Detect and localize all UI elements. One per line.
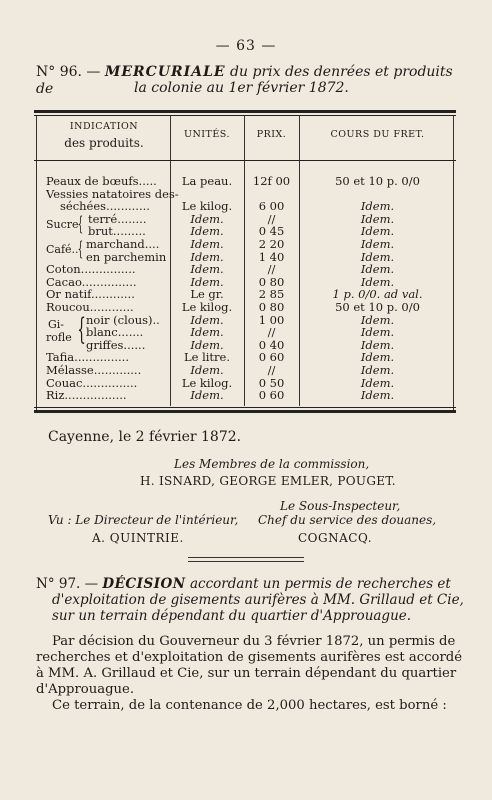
table-row: griffes...... Idem. 0 40 Idem. xyxy=(86,337,395,352)
group-label-rofle: rofle xyxy=(46,331,72,344)
table-row: brut......... Idem. 0 45 Idem. xyxy=(88,224,395,239)
header-unites: UNITÉS. xyxy=(183,129,231,140)
brace-icon: { xyxy=(77,236,84,260)
decision-97-line2: d'exploitation de gisements aurifères à MM. Grillaud et Cie, xyxy=(52,592,464,608)
table-row: Or natif............ Le gr. 2 85 1 p. 0/0. ad val. xyxy=(46,287,423,302)
vu-directeur: Vu : Le Directeur de l'intérieur, xyxy=(48,513,239,527)
table-row: blanc....... Idem. // Idem. xyxy=(86,325,395,340)
members-label: Les Membres de la commission, xyxy=(174,457,370,471)
table-row: Couac............... Le kilog. 0 50 Idem. xyxy=(46,375,395,390)
body-line-1: Par décision du Gouverneur du 3 février 1872, un permis de xyxy=(52,634,456,649)
table-row: séchées............ Le kilog. 6 00 Idem. xyxy=(60,199,395,214)
decision-97-line1: accordant un permis de recherches et xyxy=(189,576,451,592)
table-row: terré........ Idem. // Idem. xyxy=(88,211,395,226)
brace-icon: { xyxy=(77,211,84,235)
table-row: Roucou............ Le kilog. 0 80 50 et 10 p. 0/0 xyxy=(46,300,420,314)
table-row: Peaux de bœufs..... La peau. 12f 00 50 et 10 p. 0/0 xyxy=(46,174,420,188)
mercuriale-table xyxy=(34,110,456,415)
decision-97-heading xyxy=(36,576,451,592)
table-row: marchand.... Idem. 2 20 Idem. xyxy=(86,237,395,251)
decision-96-title: MERCURIALE xyxy=(104,64,226,80)
table-row: Cacao............... Idem. 0 80 Idem. xyxy=(46,274,395,289)
table-row: Riz................. Idem. 0 60 Idem. xyxy=(46,388,395,403)
decision-97-line3: sur un terrain dépendant du quartier d'Approuague. xyxy=(52,608,412,624)
decision-96-subtitle: la colonie au 1er février 1872. xyxy=(134,80,349,96)
table-row: en parchemin Idem. 1 40 Idem. xyxy=(86,249,395,264)
body-line-2: recherches et d'exploitation de gisements aurifères est accordé xyxy=(36,650,463,665)
separator xyxy=(188,557,304,562)
members-names: H. ISNARD, GEORGE EMLER, POUGET. xyxy=(140,474,396,488)
header-prix: PRIX. xyxy=(256,129,287,140)
decision-97-number: N° 97. — xyxy=(36,576,99,592)
signature-right: COGNACQ. xyxy=(298,531,373,545)
group-label-gi: Gi- xyxy=(48,318,65,331)
table-row: Mélasse............. Idem. // Idem. xyxy=(46,363,395,377)
header-cours: COURS DU FRET. xyxy=(330,129,425,140)
brace-icon: { xyxy=(77,312,86,347)
body-line-3: à MM. A. Grillaud et Cie, sur un terrain dépendant du quartier xyxy=(36,666,457,681)
chef-douanes: Chef du service des douanes, xyxy=(258,513,437,527)
body-line-4: d'Approuague. xyxy=(36,682,135,697)
sous-inspecteur: Le Sous-Inspecteur, xyxy=(280,499,401,513)
decision-97-title: DÉCISION xyxy=(102,576,186,592)
signature-left: A. QUINTRIE. xyxy=(92,531,184,545)
page-number: — 63 — xyxy=(215,38,277,54)
header-produits: des produits. xyxy=(64,136,144,150)
body-line-5: Ce terrain, de la contenance de 2,000 hectares, est borné : xyxy=(52,698,447,713)
group-label-sucre: Sucre xyxy=(46,218,79,231)
group-label-cafe: Café.. xyxy=(46,243,79,256)
table-row: Coton............... Idem. // Idem. xyxy=(46,262,395,277)
place-date: Cayenne, le 2 février 1872. xyxy=(48,429,242,445)
table-row: Tafia............... Le litre. 0 60 Idem. xyxy=(46,350,395,365)
table-row: noir (clous).. Idem. 1 00 Idem. xyxy=(86,312,395,327)
decision-96-heading: N° 96. — MERCURIALE du prix des denrées et produits de xyxy=(36,64,453,97)
decision-96-title-rest: du prix des denrées et produits de xyxy=(36,64,453,97)
table-row: Vessies natatoires des- xyxy=(46,186,179,201)
decision-96-number: N° 96. xyxy=(36,64,82,80)
header-indication: INDICATION xyxy=(69,121,139,132)
